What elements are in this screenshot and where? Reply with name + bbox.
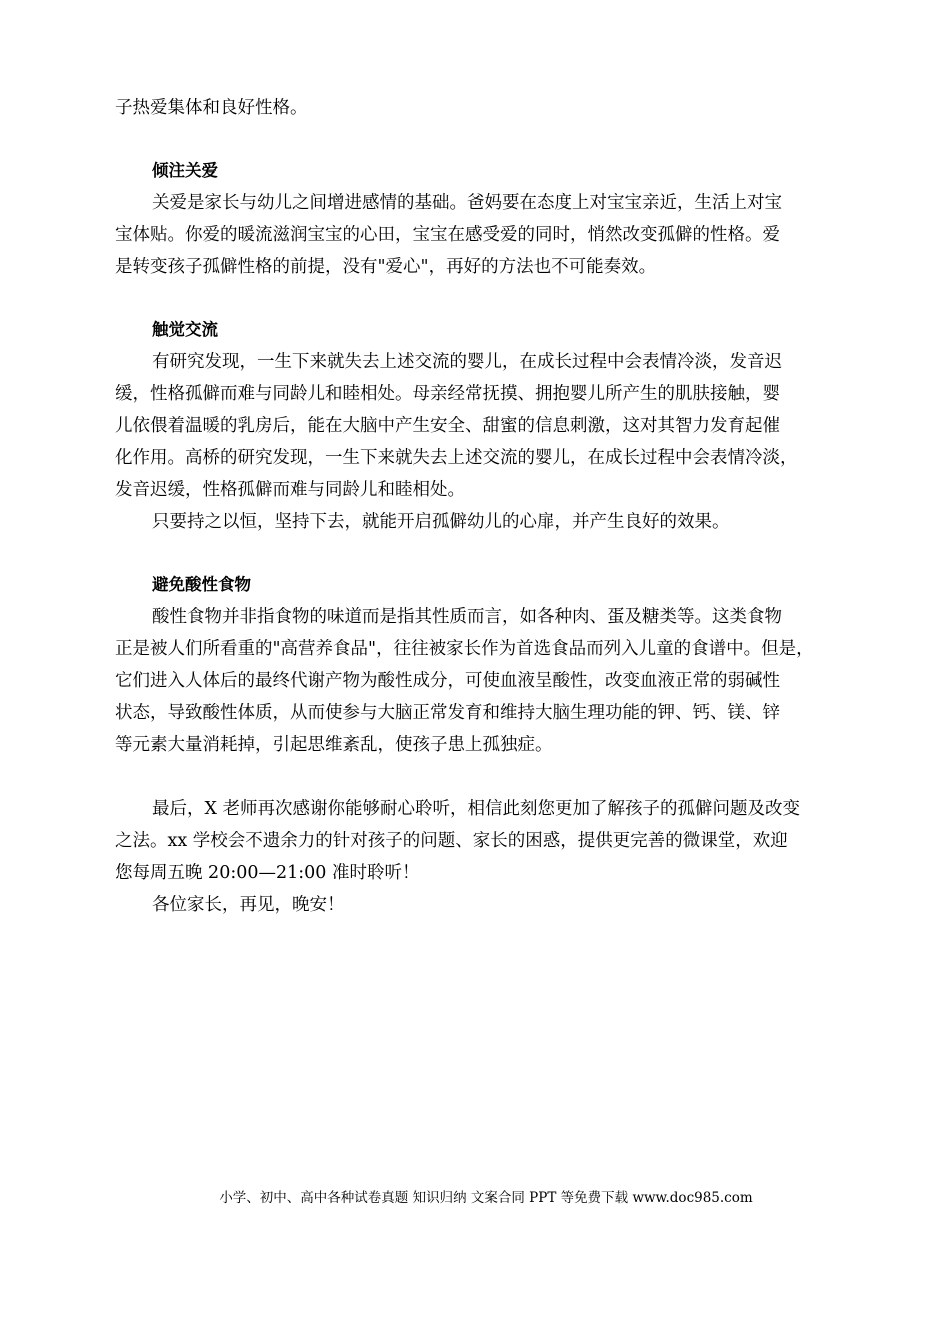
paragraph-line: 化作用。高桥的研究发现，一生下来就失去上述交流的婴儿，在成长过程中会表情冷淡， (115, 448, 798, 468)
paragraph-line: 关爱是家长与幼儿之间增进感情的基础。爸妈要在态度上对宝宝亲近，生活上对宝 (152, 193, 782, 213)
paragraph-line: 是转变孩子孤僻性格的前提，没有"爱心"，再好的方法也不可能奏效。 (115, 257, 657, 277)
paragraph-line: 发音迟缓，性格孤僻而难与同龄儿和睦相处。 (115, 480, 465, 500)
paragraph-line: 等元素大量消耗掉，引起思维紊乱，使孩子患上孤独症。 (115, 735, 553, 755)
paragraph-line: 您每周五晚 20:00—21:00 准时聆听！ (115, 863, 420, 883)
paragraph-line: 酸性食物并非指食物的味道而是指其性质而言，如各种肉、蛋及糖类等。这类食物 (152, 607, 782, 627)
paragraph-line: 有研究发现，一生下来就失去上述交流的婴儿，在成长过程中会表情冷淡，发音迟 (152, 352, 782, 372)
paragraph-line: 儿依偎着温暖的乳房后，能在大脑中产生安全、甜蜜的信息刺激，这对其智力发育起催 (115, 416, 780, 436)
paragraph-line: 它们进入人体后的最终代谢产物为酸性成分，可使血液呈酸性，改变血液正常的弱碱性 (115, 671, 780, 691)
page-footer: 小学、初中、高中各种试卷真题 知识归纳 文案合同 PPT 等免费下载 www.doc985.com (219, 1190, 753, 1206)
paragraph-line: 宝体贴。你爱的暖流滋润宝宝的心田，宝宝在感受爱的同时，悄然改变孤僻的性格。爱 (115, 225, 780, 245)
paragraph-line: 状态，导致酸性体质，从而使参与大脑正常发育和维持大脑生理功能的钾、钙、镁、锌 (115, 703, 780, 723)
section-heading-touch: 触觉交流 (152, 320, 218, 339)
paragraph-line: 正是被人们所看重的"高营养食品"，往往被家长作为首选食品而列入儿童的食谱中。但是， (115, 639, 814, 659)
paragraph-line: 只要持之以恒，坚持下去，就能开启孤僻幼儿的心扉，并产生良好的效果。 (152, 512, 730, 532)
paragraph-line: 之法。xx 学校会不遗余力的针对孩子的问题、家长的困惑，提供更完善的微课堂，欢迎 (115, 831, 788, 851)
paragraph-line: 各位家长，再见，晚安！ (152, 895, 345, 915)
section-heading-acid: 避免酸性食物 (152, 575, 251, 594)
section-heading-care: 倾注关爱 (152, 161, 218, 180)
paragraph-line: 缓，性格孤僻而难与同龄儿和睦相处。母亲经常抚摸、拥抱婴儿所产生的肌肤接触，婴 (115, 384, 780, 404)
paragraph-line: 子热爱集体和良好性格。 (115, 98, 308, 118)
paragraph-line: 最后，X 老师再次感谢你能够耐心聆听，相信此刻您更加了解孩子的孤僻问题及改变 (152, 799, 801, 819)
